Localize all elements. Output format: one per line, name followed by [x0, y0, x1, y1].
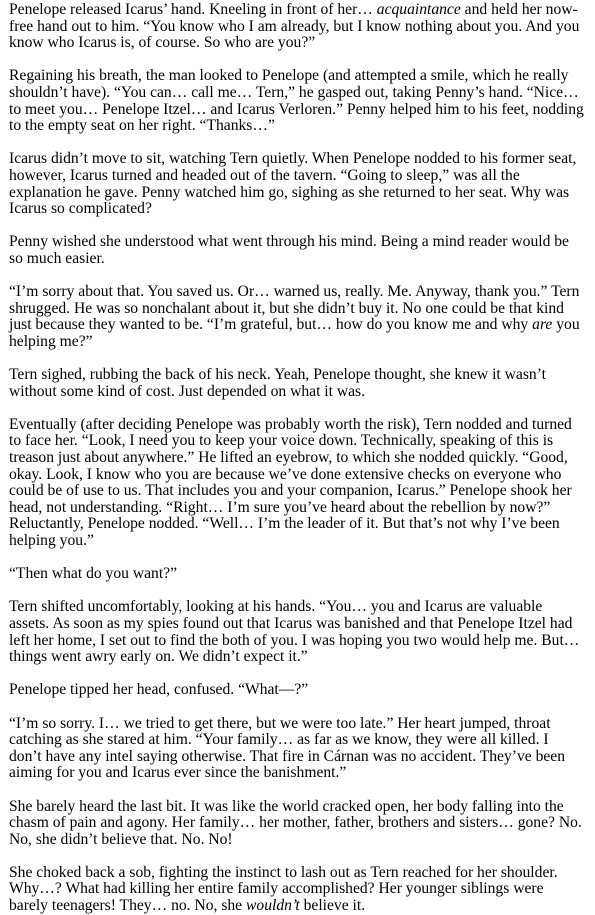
italic-run: wouldn’t	[246, 897, 300, 915]
italic-run: acquaintance	[376, 1, 461, 18]
text-run: “Then what do you want?”	[9, 565, 178, 583]
text-run: Tern shifted uncomfortably, looking at his hands. “You… you and Icarus are valuable assets. As soon as my spies found out that Icarus was banished and that Penelope Itzel had left her home, I set out to find the both of you. I was hoping you two would help me. But… things went awry early on. We didn’t expect it.”	[9, 598, 580, 666]
text-run: Penelope released Icarus’ hand. Kneeling in front of her…	[9, 1, 377, 18]
paragraph-11	[9, 716, 585, 782]
text-run: “I’m sorry about that. You saved us. Or… warned us, really. Me. Anyway, thank you.” Tern shrugged. He was so nonchalant about it, but she didn’t buy it. No one could be that kind just because they wanted to be. “I’m grateful, but… how do you know me and why	[9, 283, 580, 334]
paragraph-4	[9, 234, 585, 267]
text-run: you helping me?”	[9, 316, 580, 350]
paragraph-13	[9, 865, 585, 915]
paragraph-5	[9, 284, 585, 350]
paragraph-7	[9, 417, 585, 550]
paragraph-2	[9, 68, 585, 134]
text-run: Penny wished she understood what went through his mind. Being a mind reader would be so much easier.	[9, 233, 569, 267]
text-run: She barely heard the last bit. It was like the world cracked open, her body falling into the chasm of pain and agony. Her family… her mother, father, brothers and sisters… gone? No. No, she didn’t believe that. No. No!	[9, 797, 582, 848]
text-run: Icarus didn’t move to sit, watching Tern quietly. When Penelope nodded to his former seat, however, Icarus turned and headed out of the tavern. “Going to sleep,” was all the explanation he gave. Penny watched him go, sighing as she returned to her seat. Why was Icarus so complicated?	[9, 150, 577, 218]
italic-run: are	[532, 316, 553, 334]
text-run: and held her now-free hand out to him. “You know who I am already, but I know nothing about you. And you know who Icarus is, of course. So who are you?”	[9, 1, 580, 52]
paragraph-8	[9, 566, 585, 583]
text-run: She choked back a sob, fighting the instinct to lash out as Tern reached for her shoulder. Why…? What had killing her entire family accomplished? Her younger siblings were barely teenagers! They… no. No, she	[9, 863, 558, 915]
text-run: believe it.	[299, 897, 366, 915]
paragraph-3	[9, 151, 585, 217]
text-run: Regaining his breath, the man looked to Penelope (and attempted a smile, which he really shouldn’t have). “You can… call me… Tern,” he gasped out, taking Penny’s hand. “Nice… to meet you… Penelope Itzel… and Icarus Verloren.” Penny helped him to his feet, nodding to the empty seat on her right. “Thanks…”	[9, 67, 584, 135]
text-run: Eventually (after deciding Penelope was probably worth the risk), Tern nodded and turned to face her. “Look, I need you to keep your voice down. Technically, speaking of this is treason just about anywhere.” He lifted an eyebrow, to which she nodded quickly. “Good, okay. Look, I know who you are because we’ve done extensive checks on everyone who could be of use to us. That includes you and your companion, Icarus.” Penelope shook her head, not understanding. “Right… I’m sure you’ve heard about the rebellion by now?” Reluctantly, Penelope nodded. “Well… I’m the leader of it. But that’s not why I’ve been helping you.”	[9, 415, 572, 549]
text-run: Tern sighed, rubbing the back of his neck. Yeah, Penelope thought, she knew it wasn’t without some kind of cost. Just depended on what it was.	[9, 366, 546, 400]
paragraph-12	[9, 799, 585, 849]
paragraph-9	[9, 599, 585, 665]
text-run: Penelope tipped her head, confused. “What—?”	[9, 681, 309, 699]
paragraph-10	[9, 682, 585, 699]
paragraph-6	[9, 367, 585, 400]
text-run: “I’m so sorry. I… we tried to get there, but we were too late.” Her heart jumped, throat catching as she stared at him. “Your family… as far as we know, they were all killed. I don’t have any intel saying otherwise. That fire in Cárnan was no accident. They’ve been aiming for you and Icarus ever since the banishment.”	[9, 714, 565, 782]
paragraph-1	[9, 2, 585, 52]
